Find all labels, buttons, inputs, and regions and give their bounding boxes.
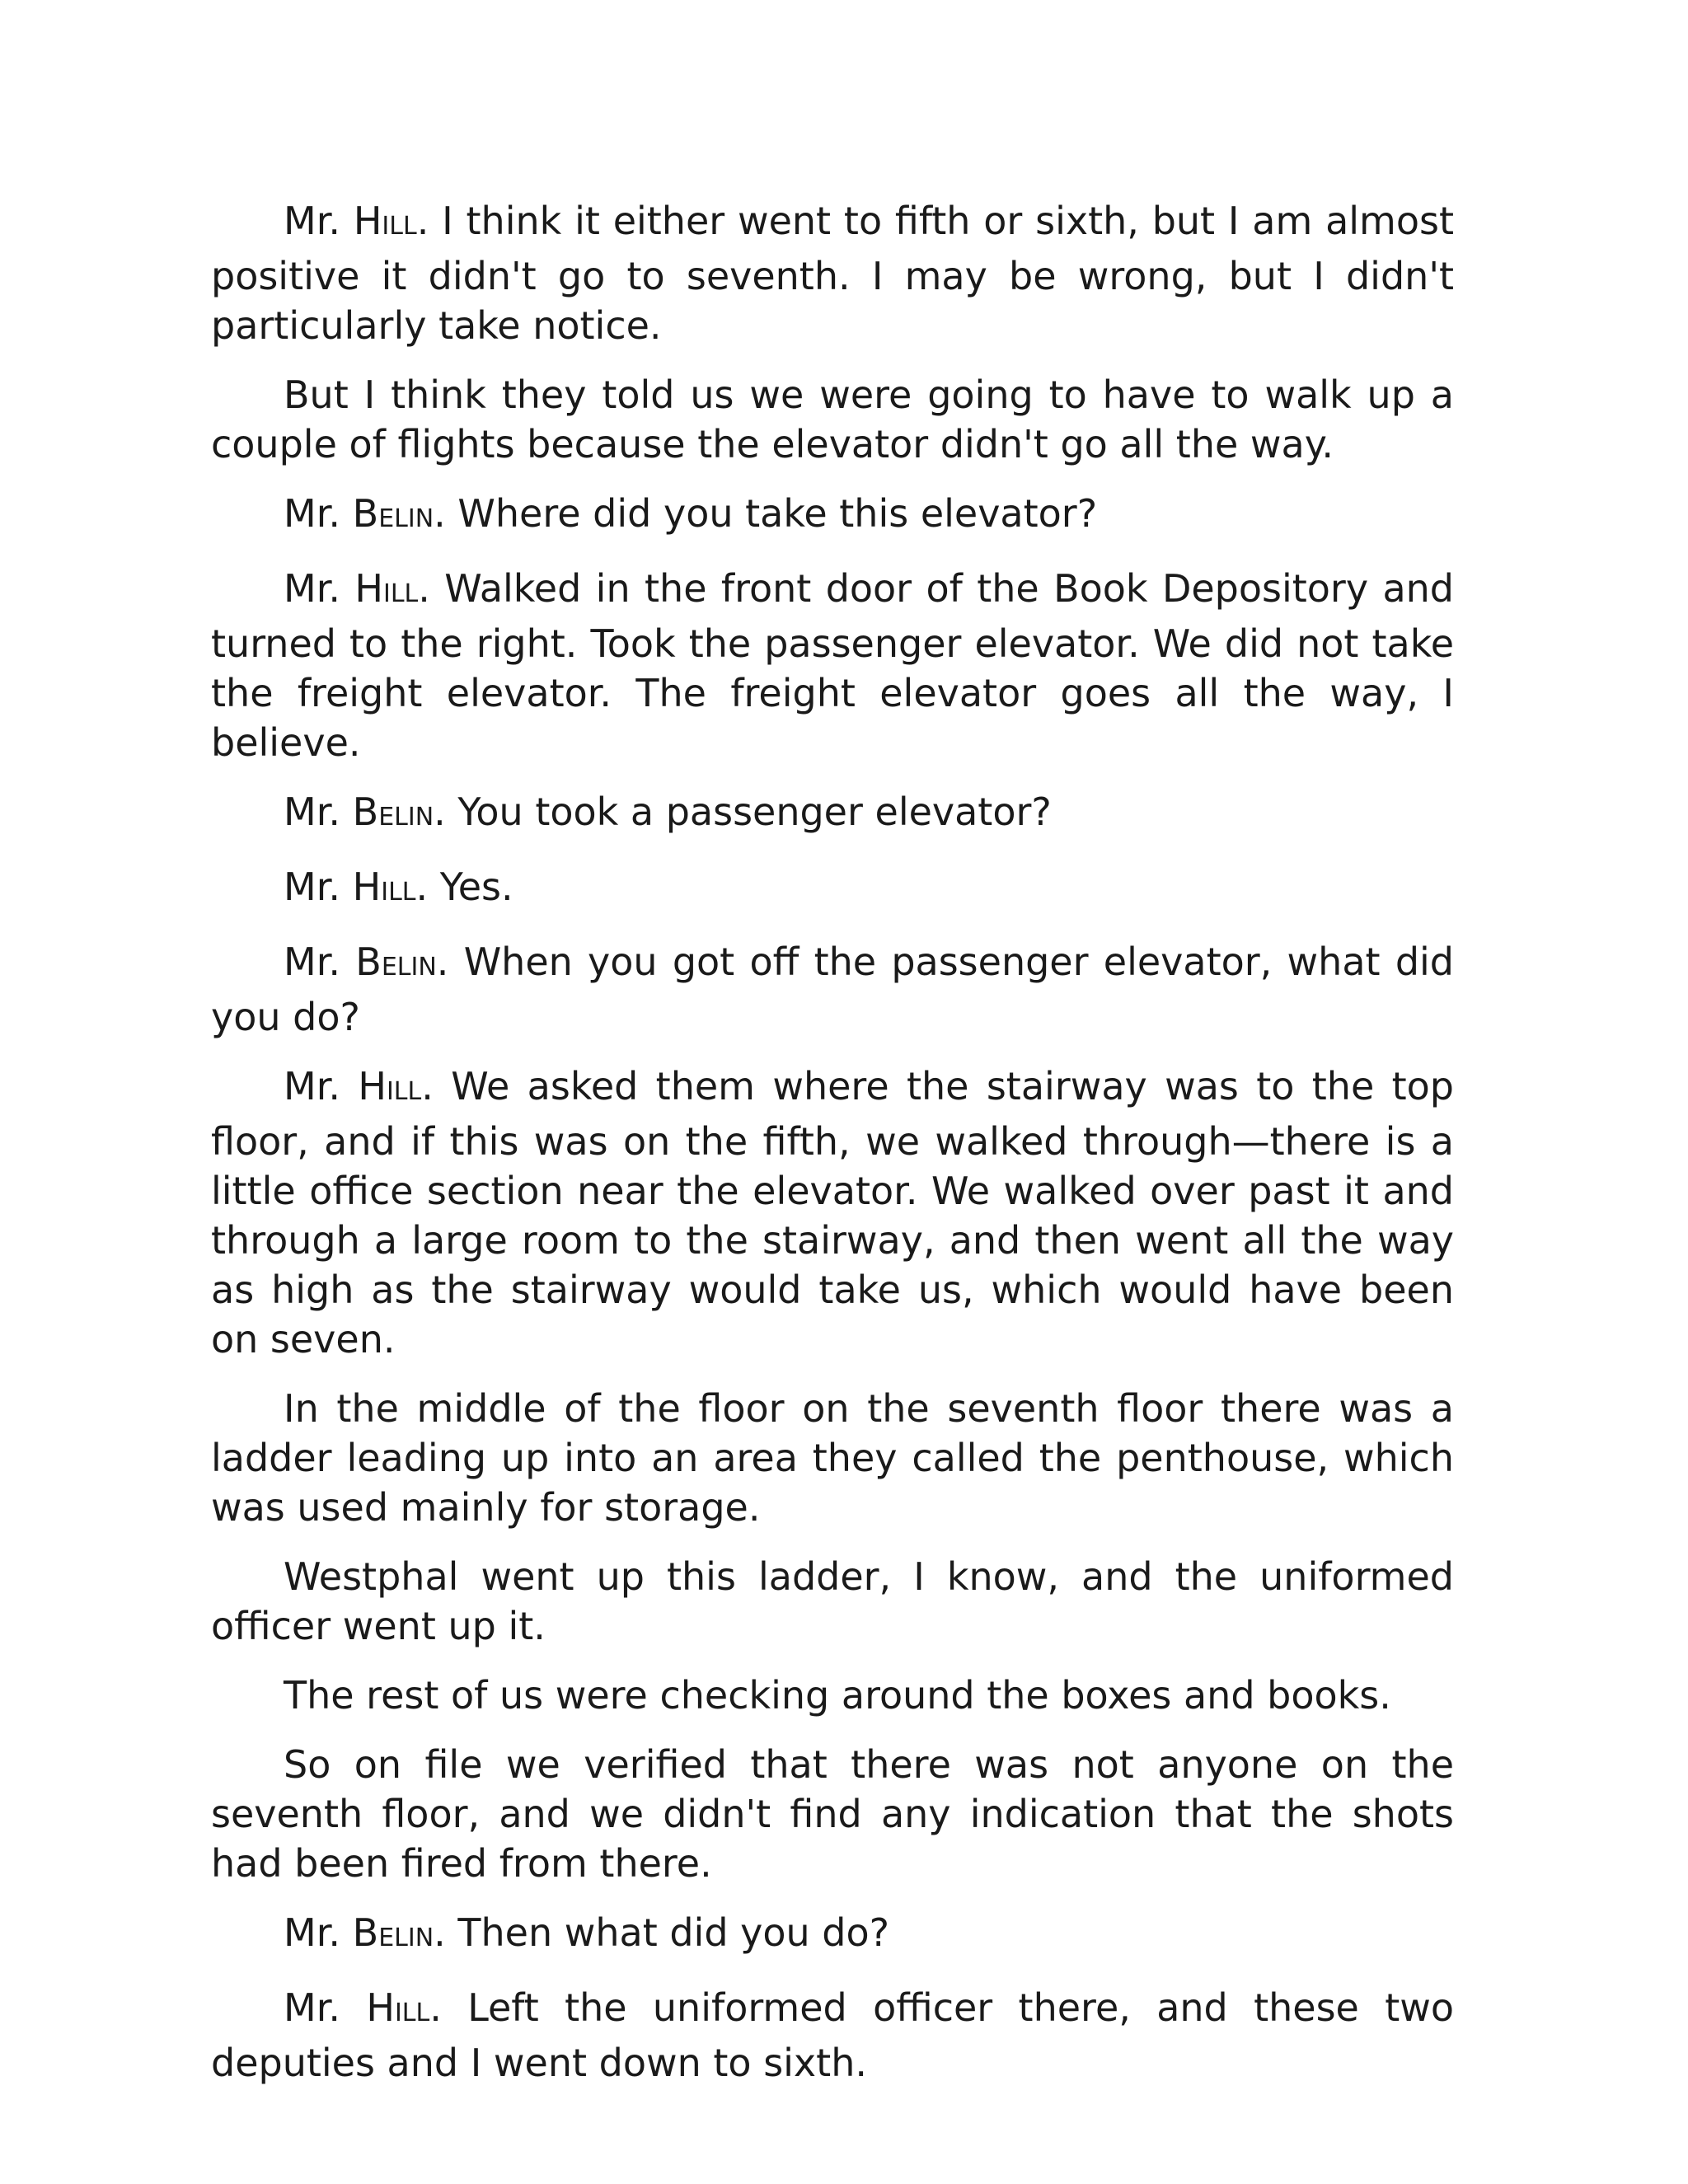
- speaker-name-rest: ELIN: [381, 953, 437, 982]
- speaker-title: Mr.: [284, 865, 340, 909]
- transcript-paragraph: [211, 564, 1454, 767]
- speaker-name-initial: H: [354, 566, 383, 611]
- speaker-title: Mr.: [284, 940, 340, 984]
- paragraph-text: I think it either went to fifth or sixth, but I am almost positive it didn't go to seventh. I may be wrong, but I didn't particularly take notice.: [211, 199, 1455, 348]
- paragraph-text: But I think they told us we were going to have to walk up a couple of flights because the elevator didn't go all the way.: [211, 373, 1454, 466]
- speaker-title: Mr.: [284, 199, 340, 243]
- paragraph-text: Yes.: [439, 865, 513, 909]
- paragraph-text: The rest of us were checking around the boxes and books.: [284, 1673, 1391, 1718]
- speaker-title: Mr.: [284, 1064, 340, 1108]
- speaker-name-initial: H: [353, 199, 382, 243]
- speaker-label: Mr. BELIN.: [284, 790, 446, 834]
- transcript-page: [211, 196, 1454, 2107]
- speaker-name-initial: B: [352, 1910, 379, 1955]
- speaker-name-rest: ILL: [382, 579, 419, 608]
- transcript-paragraph: [211, 862, 1454, 917]
- speaker-name-initial: H: [366, 1985, 395, 2030]
- speaker-name-rest: ILL: [386, 1077, 422, 1106]
- speaker-name-initial: H: [358, 1064, 387, 1108]
- speaker-name-rest: ELIN: [378, 1924, 434, 1952]
- speaker-title: Mr.: [284, 566, 340, 611]
- speaker-name-rest: ILL: [394, 1999, 430, 2027]
- transcript-paragraph: [211, 1384, 1454, 1532]
- paragraph-text: Westphal went up this ladder, I know, and the uniformed officer went up it.: [211, 1554, 1454, 1648]
- speaker-name-initial: H: [352, 865, 382, 909]
- transcript-paragraph: [211, 1671, 1454, 1720]
- paragraph-text: Walked in the front door of the Book Depository and turned to the right. Took the passenger elevator. We did not take the freight elevator. The freight elevator goes all the way, I believe.: [211, 566, 1454, 765]
- speaker-title: Mr.: [284, 790, 340, 834]
- transcript-paragraph: [211, 937, 1454, 1042]
- paragraph-text: Then what did you do?: [457, 1910, 890, 1955]
- paragraph-text: When you got off the passenger elevator, what did you do?: [211, 940, 1454, 1039]
- transcript-paragraph: [211, 1908, 1454, 1963]
- speaker-title: Mr.: [284, 1985, 340, 2030]
- paragraph-text: We asked them where the stairway was to the top floor, and if this was on the fifth, we walked through—there is a little office section near the elevator. We walked over past it and through a large room to the stairway, and then went all the way as high as the stairway would take us, which would have been on seven.: [211, 1064, 1454, 1361]
- speaker-label: Mr. BELIN.: [284, 491, 446, 536]
- speaker-label: Mr. HILL.: [284, 199, 429, 243]
- speaker-label: Mr. BELIN.: [284, 940, 449, 984]
- speaker-title: Mr.: [284, 1910, 340, 1955]
- paragraph-text: So on file we verified that there was not anyone on the seventh floor, and we didn't find any indication that the shots had been fired from there.: [211, 1742, 1454, 1886]
- speaker-label: Mr. BELIN.: [284, 1910, 446, 1955]
- speaker-name-initial: B: [352, 790, 379, 834]
- transcript-paragraph: [211, 370, 1454, 469]
- speaker-name-rest: ELIN: [378, 504, 434, 533]
- transcript-paragraph: [211, 1740, 1454, 1888]
- speaker-name-rest: ILL: [382, 212, 417, 241]
- transcript-paragraph: [211, 196, 1454, 350]
- paragraph-text: In the middle of the floor on the seventh floor there was a ladder leading up into an area they called the penthouse, which was used mainly for storage.: [211, 1386, 1454, 1530]
- speaker-label: Mr. HILL.: [284, 865, 429, 909]
- transcript-paragraph: [211, 489, 1454, 544]
- transcript-paragraph: [211, 1062, 1454, 1364]
- speaker-name-rest: ELIN: [378, 803, 434, 832]
- speaker-title: Mr.: [284, 491, 340, 536]
- speaker-label: Mr. HILL.: [284, 566, 430, 611]
- speaker-name-initial: B: [355, 940, 382, 984]
- speaker-label: Mr. HILL.: [284, 1985, 442, 2030]
- speaker-label: Mr. HILL.: [284, 1064, 434, 1108]
- transcript-paragraph: [211, 1552, 1454, 1651]
- paragraph-text: Where did you take this elevator?: [457, 491, 1098, 536]
- transcript-paragraph: [211, 787, 1454, 842]
- paragraph-text: Left the uniformed officer there, and these two deputies and I went down to sixth.: [211, 1985, 1454, 2085]
- transcript-paragraph: [211, 1983, 1454, 2088]
- speaker-name-rest: ILL: [381, 878, 416, 907]
- speaker-name-initial: B: [352, 491, 379, 536]
- paragraph-text: You took a passenger elevator?: [457, 790, 1052, 834]
